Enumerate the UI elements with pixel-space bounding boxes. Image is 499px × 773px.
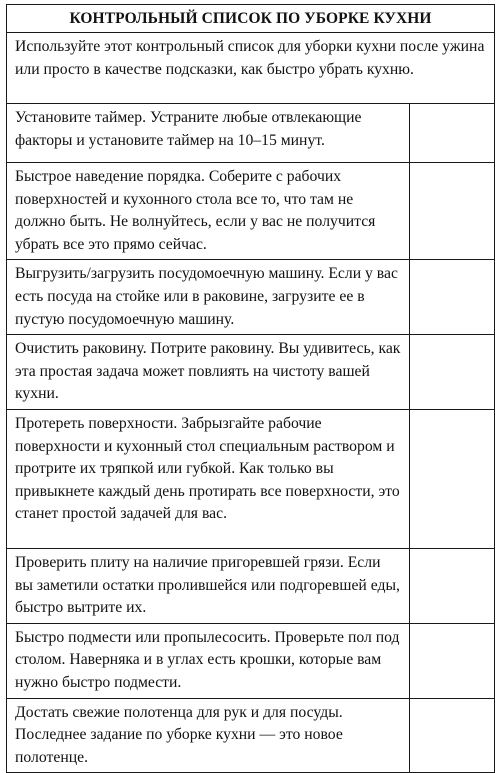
- task-text-cell: [7, 623, 410, 698]
- task-text: Очистить раковину. Потрите раковину. Вы удивитесь, как эта простая задача может повлиять на чистоту вашей кухни.: [15, 340, 401, 403]
- task-row: [7, 623, 495, 698]
- task-text-cell: [7, 260, 410, 335]
- task-text: Быстрое наведение порядка. Соберите с рабочих поверхностей и кухонного стола все то, что там не должно быть. Не волнуйтесь, если у вас не получится убрать все это прямо сейчас.: [15, 168, 376, 253]
- task-text-cell: [7, 335, 410, 410]
- checklist-title: КОНТРОЛЬНЫЙ СПИСОК ПО УБОРКЕ КУХНИ: [7, 5, 495, 33]
- task-checkbox[interactable]: [410, 163, 495, 260]
- task-text: Проверить плиту на наличие пригоревшей грязи. Если вы заметили остатки пролившейся или подгоревшей еды, быстро вытрите их.: [15, 553, 400, 617]
- task-text: Достать свежие полотенца для рук и для посуды. Последнее задание по уборке кухни — это новое полотенце.: [15, 703, 343, 766]
- checklist-table: [6, 4, 495, 773]
- task-row: [7, 104, 495, 163]
- task-text: Протереть поверхности. Забрызгайте рабочие поверхности и кухонный стол специальным раствором и протрите их тряпкой или губкой. Как только вы привыкнете каждый день протирать все поверхности, это станет простой задачей для вас.: [15, 414, 400, 523]
- task-text-cell: [7, 548, 410, 623]
- task-checkbox[interactable]: [410, 623, 495, 698]
- task-row: [7, 409, 495, 548]
- task-row: [7, 163, 495, 260]
- task-checkbox[interactable]: [410, 548, 495, 623]
- intro-cell: [7, 33, 495, 104]
- task-text-cell: [7, 409, 410, 548]
- intro-text: Используйте этот контрольный список для уборки кухни после ужина или просто в качестве подсказки, как быстро убрать кухню.: [15, 38, 485, 78]
- task-row: [7, 335, 495, 410]
- task-checkbox[interactable]: [410, 104, 495, 163]
- task-text: Установите таймер. Устраните любые отвлекающие факторы и установите таймер на 10–15 минут.: [15, 109, 362, 149]
- task-checkbox[interactable]: [410, 698, 495, 773]
- intro-row: [7, 33, 495, 104]
- task-text: Быстро подмести или пропылесосить. Проверьте пол под столом. Наверняка и в углах есть крошки, которые вам нужно быстро подмести.: [15, 628, 400, 691]
- title-row: [7, 5, 495, 33]
- task-text-cell: [7, 104, 410, 163]
- task-row: [7, 548, 495, 623]
- task-row: [7, 698, 495, 773]
- task-text-cell: [7, 163, 410, 260]
- task-checkbox[interactable]: [410, 260, 495, 335]
- task-checkbox[interactable]: [410, 335, 495, 410]
- task-row: [7, 260, 495, 335]
- task-text-cell: [7, 698, 410, 773]
- task-text: Выгрузить/загрузить посудомоечную машину. Если у вас есть посуда на стойке или в раковине, загрузите ее в пустую посудомоечную машину.: [15, 265, 398, 328]
- task-checkbox[interactable]: [410, 409, 495, 548]
